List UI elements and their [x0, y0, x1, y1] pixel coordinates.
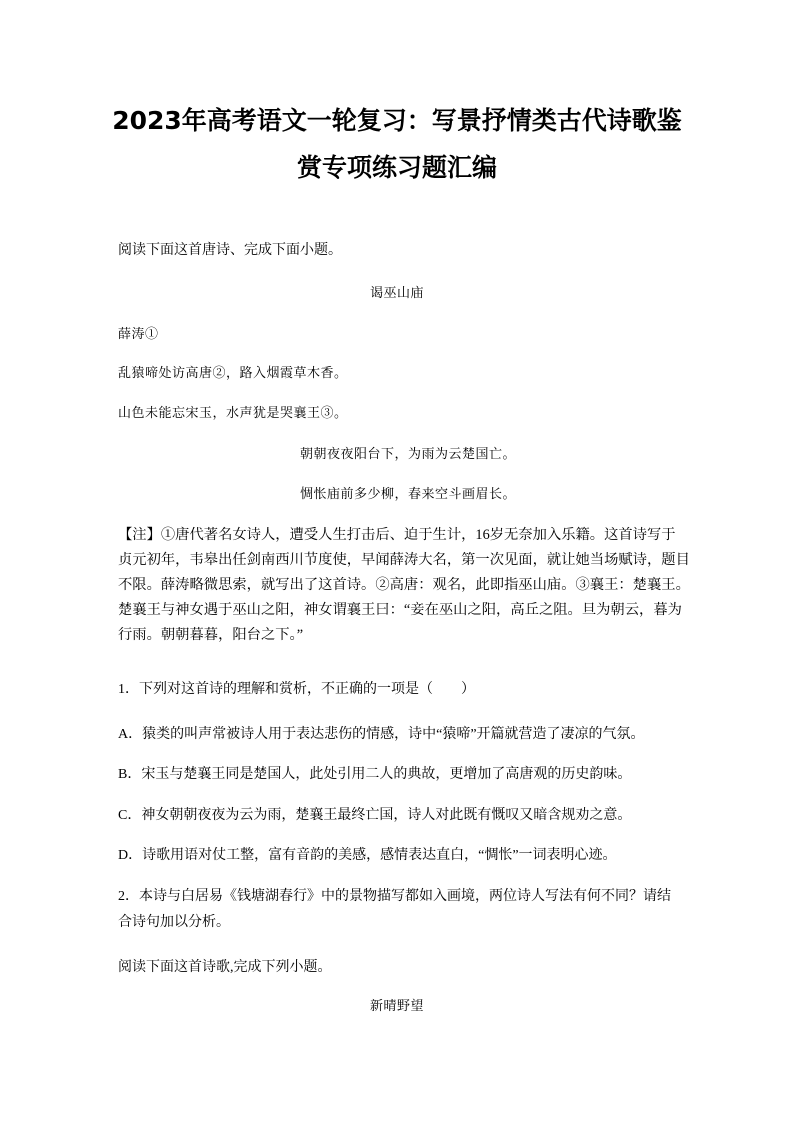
poem-line: 乱猿啼处访高唐②，路入烟霞草木香。: [118, 365, 348, 380]
document-title-line2: 赏专项练习题汇编: [296, 153, 497, 182]
annotation-line: 不限。薛涛略微思索，就写出了这首诗。②高唐：观名，此即指巫山庙。③襄王：楚襄王。: [118, 577, 690, 593]
annotation-line: 【注】①唐代著名女诗人，遭受人生打击后、迫于生计，16岁无奈加入乐籍。这首诗写于: [118, 527, 676, 543]
poem-line: 惆怅庙前多少柳，春来空斗画眉长。: [300, 486, 517, 501]
question-1-stem: 1．下列对这首诗的理解和赏析，不正确的一项是（ ）: [118, 682, 475, 697]
question-1-option-a: A．猿类的叫声常被诗人用于表达悲伤的情感，诗中“猿啼”开篇就营造了凄凉的气氛。: [118, 727, 645, 742]
reading-instruction: 阅读下面这首唐诗、完成下面小题。: [118, 243, 342, 258]
question-1-option-b: B．宋玉与楚襄王同是楚国人，此处引用二人的典故，更增加了高唐观的历史韵味。: [118, 767, 632, 782]
reading-instruction-2: 阅读下面这首诗歌,完成下列小题。: [118, 960, 332, 975]
question-1-option-c: C．神女朝朝夜夜为云为雨，楚襄王最终亡国，诗人对此既有慨叹又暗含规劝之意。: [118, 808, 632, 823]
question-2-line2: 合诗句加以分析。: [118, 915, 230, 930]
poem-line: 朝朝夜夜阳台下，为雨为云楚国亡。: [300, 446, 517, 461]
poem-2-title: 新晴野望: [369, 998, 424, 1013]
annotation-line: 楚襄王与神女遇于巫山之阳，神女谓襄王曰：“妾在巫山之阳，高丘之阻。旦为朝云，暮为: [118, 602, 682, 618]
question-1-option-d: D．诗歌用语对仗工整，富有音韵的美感，感情表达直白，“惆怅”一词表明心迹。: [118, 848, 617, 863]
question-2-line1: 2．本诗与白居易《钱塘湖春行》中的景物描写都如入画境，两位诗人写法有何不同？请结: [118, 889, 671, 904]
annotation-line: 行雨。朝朝暮暮，阳台之下。”: [118, 627, 304, 643]
poem-line: 山色未能忘宋玉，水声犹是哭襄王③。: [118, 405, 348, 420]
annotation-line: 贞元初年，韦皋出任剑南西川节度使，早闻薛涛大名，第一次见面，就让她当场赋诗，题目: [118, 552, 690, 568]
poem-author: 薛涛①: [118, 326, 159, 341]
poem-title: 谒巫山庙: [369, 285, 424, 300]
document-title-line1: 2023年高考语文一轮复习：写景抒情类古代诗歌鉴: [112, 106, 682, 135]
